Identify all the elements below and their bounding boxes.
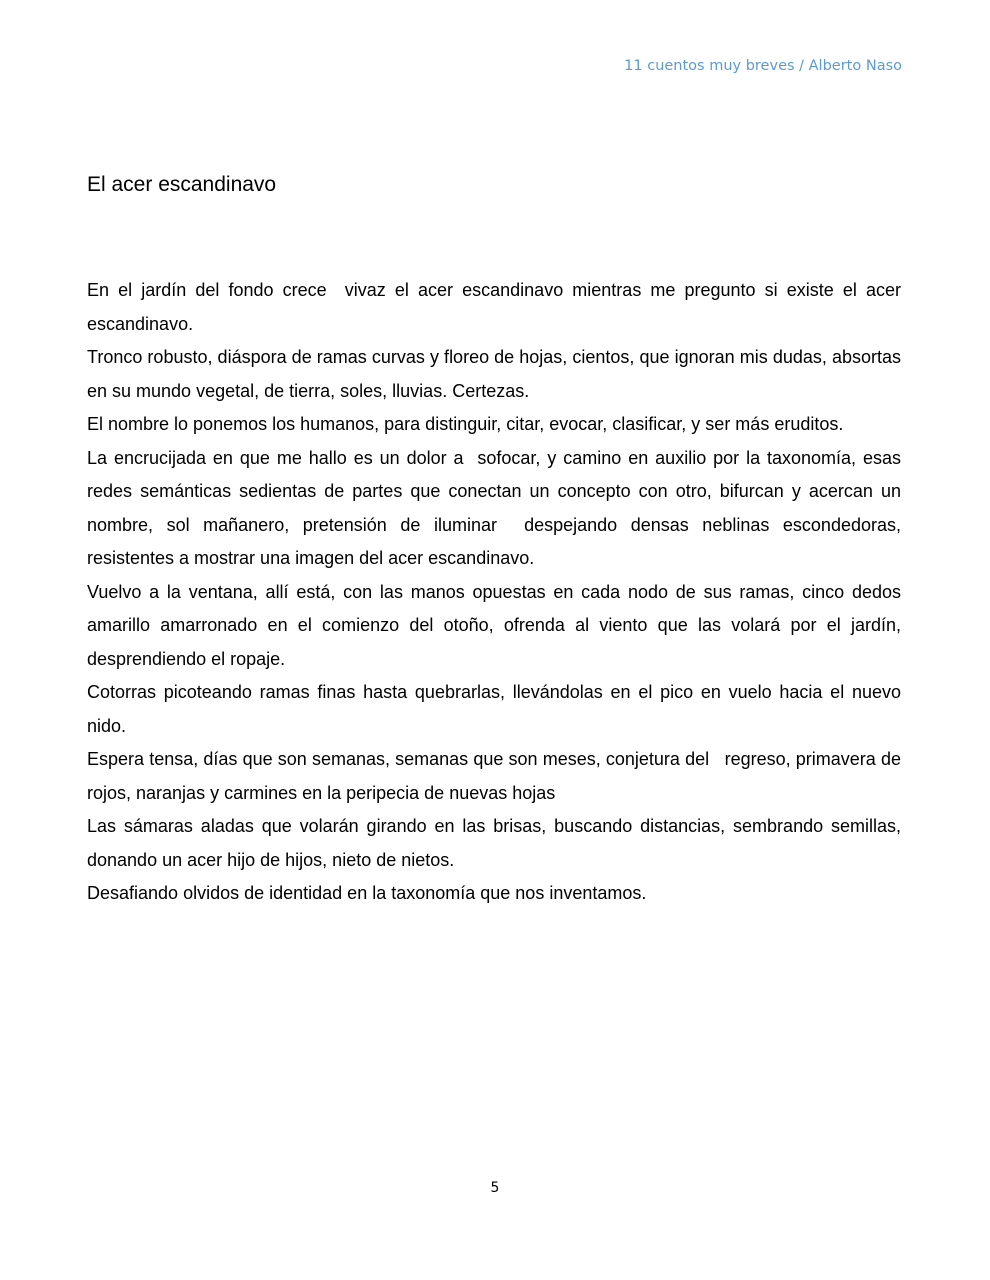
story-body — [87, 274, 907, 911]
paragraph: En el jardín del fondo crece vivaz el acer escandinavo mientras me pregunto si existe el acer escandinavo. — [87, 280, 907, 334]
paragraph: El nombre lo ponemos los humanos, para distinguir, citar, evocar, clasificar, y ser más eruditos. — [87, 414, 844, 434]
paragraph: La encrucijada en que me hallo es un dolor a sofocar, y camino en auxilio por la taxonomía, esas redes semánticas sedientas de partes que conectan un concepto con otro, bifurcan y acercan un nombre, sol mañanero, pretensión de iluminar despejando densas neblinas escondedoras, resistentes a mostrar una imagen del acer escandinavo. — [87, 447, 907, 568]
paragraph: Espera tensa, días que son semanas, semanas que son meses, conjetura del regreso, primavera de rojos, naranjas y carmines en la peripecia de nuevas hojas — [87, 749, 907, 803]
paragraph: Tronco robusto, diáspora de ramas curvas y floreo de hojas, cientos, que ignoran mis dudas, absortas en su mundo vegetal, de tierra, soles, lluvias. Certezas. — [87, 347, 907, 401]
paragraph: Vuelvo a la ventana, allí está, con las manos opuestas en cada nodo de sus ramas, cinco dedos amarillo amarronado en el comienzo del otoño, ofrenda al viento que las volará por el jardín, desprendiendo el ropaje. — [87, 581, 907, 669]
paragraph: Las sámaras aladas que volarán girando en las brisas, buscando distancias, sembrando semillas, donando un acer hijo de hijos, nieto de nietos. — [87, 816, 907, 870]
story-title: El acer escandinavo — [87, 173, 277, 196]
running-header: 11 cuentos muy breves / Alberto Naso — [624, 58, 902, 74]
page-number: 5 — [490, 1180, 500, 1196]
paragraph: Desafiando olvidos de identidad en la taxonomía que nos inventamos. — [87, 883, 647, 903]
paragraph: Cotorras picoteando ramas finas hasta quebrarlas, llevándolas en el pico en vuelo hacia el nuevo nido. — [87, 682, 907, 736]
